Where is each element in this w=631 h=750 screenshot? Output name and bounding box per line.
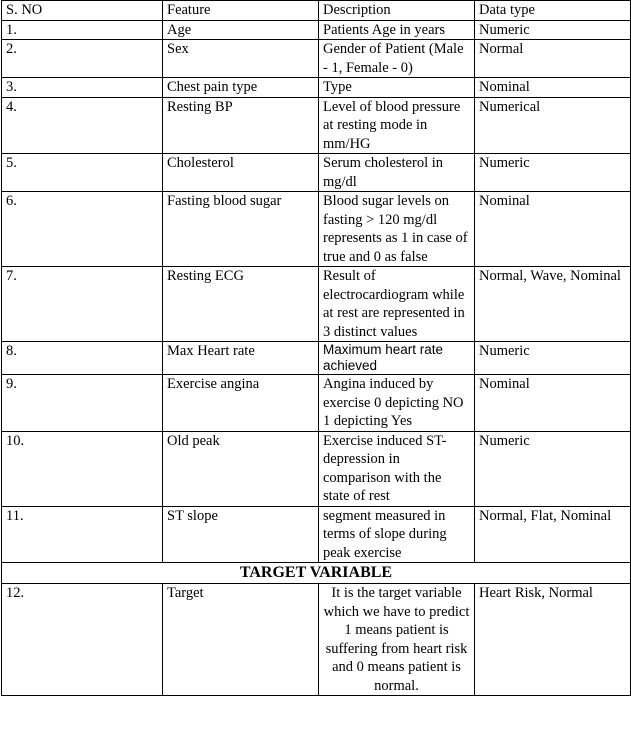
cell-datatype: Normal [475, 40, 631, 78]
cell-sno: 6. [2, 192, 163, 267]
table-row [2, 154, 631, 192]
cell-description: Type [319, 78, 475, 98]
cell-sno: 5. [2, 154, 163, 192]
cell-sno: 1. [2, 20, 163, 40]
cell-feature: Fasting blood sugar [163, 192, 319, 267]
table-row [2, 97, 631, 154]
header-row [2, 1, 631, 21]
cell-feature: Resting BP [163, 97, 319, 154]
header-feature: Feature [163, 1, 319, 21]
cell-datatype: Nominal [475, 192, 631, 267]
header-description: Description [319, 1, 475, 21]
table-row [2, 192, 631, 267]
table-row [2, 20, 631, 40]
table-row [2, 78, 631, 98]
cell-feature: Target [163, 584, 319, 696]
cell-datatype: Heart Risk, Normal [475, 584, 631, 696]
section-title: TARGET VARIABLE [2, 563, 631, 584]
cell-sno: 2. [2, 40, 163, 78]
table-row [2, 267, 631, 342]
table-row [2, 431, 631, 506]
cell-datatype: Normal, Wave, Nominal [475, 267, 631, 342]
cell-sno: 7. [2, 267, 163, 342]
cell-datatype: Numeric [475, 20, 631, 40]
table-row [2, 40, 631, 78]
cell-description: Level of blood pressure at resting mode in mm/HG [319, 97, 475, 154]
cell-feature: Sex [163, 40, 319, 78]
cell-datatype: Numeric [475, 154, 631, 192]
cell-description: It is the target variable which we have to predict 1 means patient is suffering from heart risk and 0 means patient is normal. [319, 584, 475, 696]
table-row [2, 584, 631, 696]
cell-datatype: Nominal [475, 375, 631, 432]
cell-sno: 12. [2, 584, 163, 696]
cell-datatype: Numeric [475, 342, 631, 375]
cell-datatype: Numerical [475, 97, 631, 154]
cell-sno: 11. [2, 506, 163, 563]
section-row [2, 563, 631, 584]
cell-feature: Max Heart rate [163, 342, 319, 375]
table-row [2, 342, 631, 375]
cell-feature: Age [163, 20, 319, 40]
cell-description: segment measured in terms of slope during peak exercise [319, 506, 475, 563]
cell-description: Gender of Patient (Male - 1, Female - 0) [319, 40, 475, 78]
features-table [1, 0, 631, 696]
cell-feature: Chest pain type [163, 78, 319, 98]
cell-description: Serum cholesterol in mg/dl [319, 154, 475, 192]
header-sno: S. NO [2, 1, 163, 21]
cell-description: Patients Age in years [319, 20, 475, 40]
cell-datatype: Numeric [475, 431, 631, 506]
cell-feature: Resting ECG [163, 267, 319, 342]
cell-feature: ST slope [163, 506, 319, 563]
cell-description: Blood sugar levels on fasting > 120 mg/dl represents as 1 in case of true and 0 as false [319, 192, 475, 267]
table-row [2, 375, 631, 432]
cell-feature: Old peak [163, 431, 319, 506]
cell-sno: 8. [2, 342, 163, 375]
table-row [2, 506, 631, 563]
cell-feature: Cholesterol [163, 154, 319, 192]
cell-description: Angina induced by exercise 0 depicting NO 1 depicting Yes [319, 375, 475, 432]
cell-description: Result of electrocardiogram while at rest are represented in 3 distinct values [319, 267, 475, 342]
cell-sno: 4. [2, 97, 163, 154]
cell-datatype: Nominal [475, 78, 631, 98]
cell-description: Maximum heart rate achieved [319, 342, 475, 375]
cell-sno: 9. [2, 375, 163, 432]
cell-sno: 3. [2, 78, 163, 98]
cell-sno: 10. [2, 431, 163, 506]
cell-description: Exercise induced ST-depression in comparison with the state of rest [319, 431, 475, 506]
header-datatype: Data type [475, 1, 631, 21]
cell-feature: Exercise angina [163, 375, 319, 432]
cell-datatype: Normal, Flat, Nominal [475, 506, 631, 563]
